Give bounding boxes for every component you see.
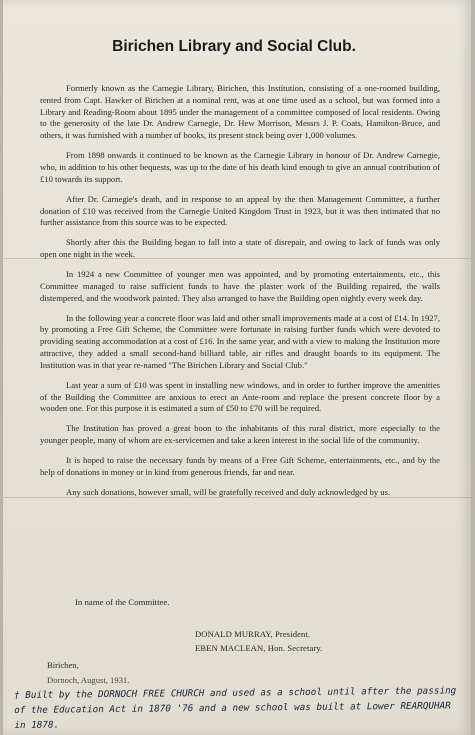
committee-line: In name of the Committee.	[75, 597, 170, 607]
paragraph: In 1924 a new Committee of younger men was appointed, and by promoting entertainments, etc., this Committee managed to raise sufficient funds to have the plaster work of the Building repaired, the walls distempered, and the woodwork painted. They also arranged to have the Building open nightly every week day.	[40, 269, 440, 303]
paragraph: The Institution has proved a great boon to the inhabitants of this rural district, more especially to the younger people, many of whom are ex-servicemen and take a keen interest in the social life of the community.	[40, 423, 440, 446]
date-line: Dornoch, August, 1931.	[47, 675, 130, 685]
place-line: Birichen,	[47, 660, 79, 670]
president-signature: DONALD MURRAY, President.	[195, 629, 311, 639]
paragraph: Shortly after this the Building began to fall into a state of disrepair, and owing to lack of funds was only open one night in the week.	[40, 237, 440, 260]
document-title: Birichen Library and Social Club.	[112, 38, 356, 55]
secretary-signature: EBEN MACLEAN, Hon. Secretary.	[195, 643, 323, 653]
paragraph: From 1898 onwards it continued to be known as the Carnegie Library in honour of Dr. Andrew Carnegie, who, in addition to his other bequests, was up to the date of his death kind enough to give an annual contribution of £10 towards its support.	[40, 150, 440, 184]
paragraph: Last year a sum of £10 was spent in installing new windows, and in order to further improve the amenities of the Building the Committee are anxious to erect an Ante-room and replace the present concrete floor by a wooden one. For this purpose it is estimated a sum of £50 to £70 will be required.	[40, 379, 440, 414]
paragraph: It is hoped to raise the necessary funds by means of a Free Gift Scheme, entertainments, etc., and by the help of donations in money or in kind from generous friends, far and near.	[40, 455, 440, 478]
paragraph: Any such donations, however small, will be gratefully received and duly acknowledged by us.	[66, 487, 391, 497]
handwritten-note: † Built by the DORNOCH FREE CHURCH and used as a school until after the passing of the Education Act in 1870 '76 and a new school was built at Lower REARQUHAR in 1878.	[14, 685, 457, 731]
paragraph: In the following year a concrete floor was laid and other small improvements made at a cost of £14. In 1927, by promoting a Free Gift Scheme, the Committee were fortunate in raising further funds which were devoted to providing seating accommodation at a cost of £16. In the same year, and with a view to making the Institution more attractive, they added a small second-hand billiard table, air rifles and draught boards to its equipment. The Institution was in that year re-named "The Birichen Library and Social Club."	[40, 312, 440, 370]
document-body	[40, 83, 440, 507]
paragraph: Formerly known as the Carnegie Library, Birichen, this Institution, consisting of a one-roomed building, rented from Capt. Hawker of Birichen at a nominal rent, was at one time used as a school, but was formed into a Library and Reading-Room about 1895 under the management of a committee composed of local residents. Owing to the generosity of the late Dr. Andrew Carnegie, Dr. Hew Morrison, Messrs J. P. Coats, Hamilton-Bruce, and others, it was furnished with a number of books, its present stock being over 1,000 volumes.	[40, 83, 440, 141]
paragraph: After Dr. Carnegie's death, and in response to an appeal by the then Management Committee, a further donation of £10 was received from the Carnegie United Kingdom Trust in 1923, but it was then intimated that no further assistance from this source was to be expected.	[40, 193, 440, 228]
